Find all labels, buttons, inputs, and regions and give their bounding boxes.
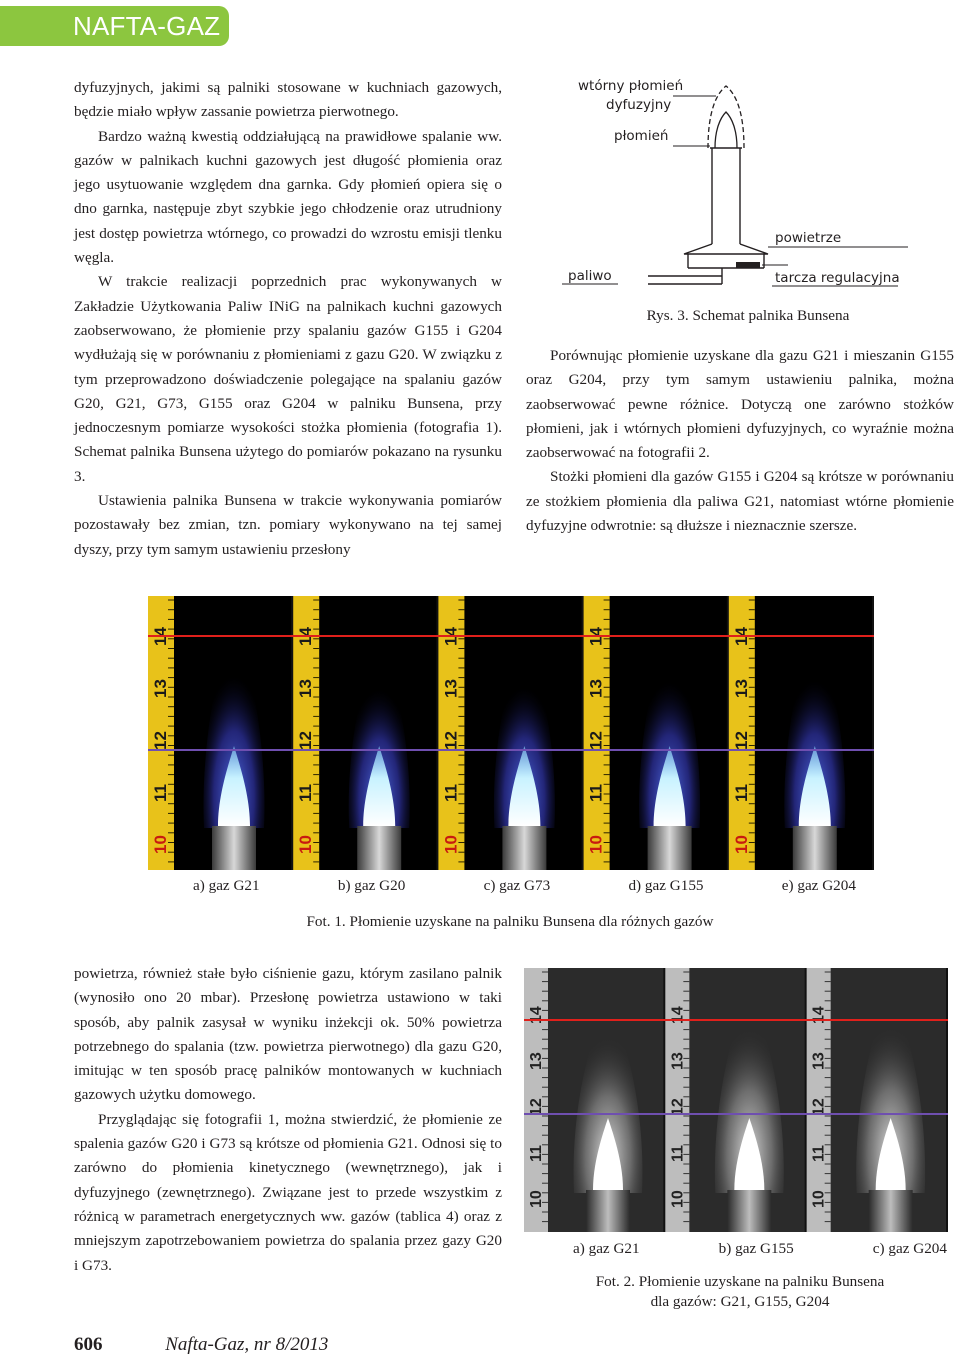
ruler-number: 12 xyxy=(441,731,461,750)
burner-tube xyxy=(648,826,692,870)
photo-2-caption-line2: dla gazów: G21, G155, G204 xyxy=(650,1293,830,1310)
ruler-number: 14 xyxy=(441,627,461,646)
ruler-number: 13 xyxy=(731,679,751,698)
paragraph: Stożki płomieni dla gazów G155 i G204 są krótsze w porównaniu ze stożkiem płomienia dla paliwa G21, natomiast wtórne płomienie dyfuzyjne odwrotnie: są dłuższe i nieznacznie szersze. xyxy=(526,468,954,535)
ruler-number: 13 xyxy=(586,679,606,698)
ruler-number: 14 xyxy=(810,1006,828,1024)
label-secondary-flame-line1: wtórny płomień xyxy=(578,78,684,94)
ruler-number: 14 xyxy=(528,1006,545,1024)
flame-panel xyxy=(293,596,437,870)
photo-2-labels xyxy=(573,1240,947,1258)
ruler-number: 12 xyxy=(296,731,316,750)
ruler-number: 11 xyxy=(528,1145,545,1162)
ruler-number: 14 xyxy=(731,627,751,646)
ruler-number: 13 xyxy=(296,679,316,698)
burner-tube xyxy=(586,1190,630,1232)
photo-label: a) gaz G21 xyxy=(573,1240,640,1257)
paragraph: powietrza, również stałe było ciśnienie gazu, którym zasilano palnik (wynosiło ono 20 mbar). Przesłonę powietrza ustawiono w taki sposób, aby palnik zasysał w wyniku inżekcji ok. 50% powietrza potrzebnego do spalania (tzw. powietrza pierwotnego) dla gazu G20, imitując w ten sposób pracę palników montowanych w kuchniach gazowych użytku domowego. xyxy=(74,965,502,1104)
bunsen-burner-diagram xyxy=(548,72,948,307)
ruler-number: 13 xyxy=(528,1052,545,1070)
ruler-number: 10 xyxy=(586,835,606,854)
photo-1-caption: Fot. 1. Płomienie uzyskane na palniku Bunsena dla różnych gazów xyxy=(306,913,714,930)
ruler-number: 11 xyxy=(586,784,606,802)
label-flame: płomień xyxy=(614,128,669,144)
ruler-number: 10 xyxy=(731,835,751,854)
burner-tube xyxy=(727,1190,771,1232)
ruler-number: 11 xyxy=(669,1145,687,1162)
ruler-number: 14 xyxy=(151,627,170,646)
ruler-number: 12 xyxy=(731,731,751,750)
ruler-number: 11 xyxy=(296,784,316,802)
flame-panel-gray xyxy=(665,968,806,1232)
photo-1-image xyxy=(148,596,874,870)
photo-2-image xyxy=(524,968,948,1232)
ruler-number: 13 xyxy=(441,679,461,698)
journal-header-tab: NAFTA-GAZ xyxy=(0,6,229,46)
photo-2-caption-line1: Fot. 2. Płomienie uzyskane na palniku Bunsena xyxy=(595,1273,885,1290)
burner-tube xyxy=(502,826,546,870)
ruler-number: 13 xyxy=(810,1052,828,1070)
ruler-number: 10 xyxy=(296,835,316,854)
paragraph: W trakcie realizacji poprzednich prac wykonywanych w Zakładzie Użytkowania Paliw INiG na palnikach kuchni gazowych zaobserwowano, że płomienie przy spalaniu gazów G155 i G204 wydłużają się w porównaniu z płomieniami z gazu G20. W związku z tym przeprowadzono doświadczenie polegające na spalaniu gazów G20, G21, G73, G155 oraz G204 w palniku Bunsena, przy jednoczesnym pomiarze wysokości stożka płomienia (fotografia 1). Schemat palnika Bunsena użytego do pomiarów pokazano na rysunku 3. xyxy=(74,273,502,485)
page-footer xyxy=(74,1334,328,1356)
ruler-number: 13 xyxy=(669,1052,687,1070)
ruler-number: 14 xyxy=(586,627,606,646)
flame-panel xyxy=(148,596,292,870)
ruler-number: 12 xyxy=(586,731,606,750)
burner-tube xyxy=(793,826,837,870)
left-column-bottom xyxy=(74,962,502,1278)
photo-label: b) gaz G155 xyxy=(718,1240,794,1257)
flame-panel xyxy=(438,596,582,870)
ruler-number: 13 xyxy=(151,679,170,698)
photo-label: a) gaz G21 xyxy=(193,877,260,894)
ruler-number: 12 xyxy=(151,731,170,750)
photo-1-flames xyxy=(148,596,874,870)
label-regulating-disc: tarcza regulacyjna xyxy=(775,270,900,286)
label-fuel: paliwo xyxy=(568,268,612,284)
ruler-number: 10 xyxy=(441,835,461,854)
ruler-number: 11 xyxy=(731,784,751,802)
ruler-number: 12 xyxy=(528,1098,545,1116)
ruler-number: 10 xyxy=(810,1190,828,1208)
ruler-number: 10 xyxy=(528,1190,545,1208)
ruler-number: 10 xyxy=(669,1190,687,1208)
ruler-number: 12 xyxy=(669,1098,687,1116)
ruler-number: 14 xyxy=(296,627,316,646)
paragraph: Porównując płomienie uzyskane dla gazu G21 i mieszanin G155 oraz G204, przy tym samym ustawieniu palnika, można zaobserwować pewne różnice. Dotyczą one zarówno stożków płomieni, jak i wtórnych płomieni dyfuzyjnych, co wyraźnie można zaobserwować na fotografii 2. xyxy=(526,347,954,462)
flame-panel-gray xyxy=(524,968,665,1232)
photo-label: b) gaz G20 xyxy=(337,877,406,894)
ruler-number: 11 xyxy=(810,1145,828,1162)
flame-panel xyxy=(729,596,873,870)
left-column-top xyxy=(74,76,502,562)
flame-panel xyxy=(584,596,728,870)
page-number: 606 xyxy=(74,1334,103,1355)
label-air: powietrze xyxy=(775,230,842,246)
photo-2-flames xyxy=(524,968,948,1232)
photo-2-caption xyxy=(540,1272,940,1312)
right-column-top xyxy=(526,344,954,538)
photo-label: c) gaz G73 xyxy=(483,877,551,894)
ruler-number: 14 xyxy=(669,1006,687,1024)
photo-1-labels xyxy=(193,877,856,895)
burner-tube xyxy=(357,826,401,870)
photo-label: c) gaz G204 xyxy=(872,1240,947,1257)
ruler-number: 10 xyxy=(151,835,170,854)
photo-label: d) gaz G155 xyxy=(628,877,704,894)
paragraph: Ustawienia palnika Bunsena w trakcie wykonywania pomiarów pozostawały bez zmian, tzn. pomiary wykonywano na tej samej dyszy, przy tym samym ustawieniu przesłony xyxy=(74,492,502,558)
figure-3-caption: Rys. 3. Schemat palnika Bunsena xyxy=(646,307,850,324)
photo-label: e) gaz G204 xyxy=(781,877,856,894)
paragraph: dyfuzyjnych, jakimi są palniki stosowane w kuchniach gazowych, będzie miało wpływ zassanie powietrza pierwotnego. xyxy=(74,79,502,121)
flame-panel-gray xyxy=(807,968,948,1232)
burner-tube xyxy=(212,826,256,870)
burner-tube xyxy=(869,1190,913,1232)
ruler-number: 11 xyxy=(151,784,170,802)
journal-citation: Nafta-Gaz, nr 8/2013 xyxy=(165,1334,329,1355)
label-secondary-flame-line2: dyfuzyjny xyxy=(606,97,672,113)
paragraph: Bardzo ważną kwestią oddziałującą na prawidłowe spalanie ww. gazów w palnikach kuchni gazowych jest długość płomienia oraz jego usytuowanie względem dna garnka. Gdy płomień opiera się o dno garnka, następuje zbyt szybkie jego chłodzenie oraz utrudniony jest dostęp powietrza wtórnego, co prowadzi do wzrostu emisji tlenku węgla. xyxy=(74,127,502,267)
paragraph: Przyglądając się fotografii 1, można stwierdzić, że płomienie ze spalenia gazów G20 i G73 są krótsze od płomienia G21. Odnosi się to zarówno do płomienia kinetycznego (wewnętrznego), jak i dyfuzyjnego (zewnętrznego). Związane jest to przede wszystkim z różnicą w parametrach energetycznych ww. gazów (tablica 4) oraz z mniejszym zapotrzebowaniem powietrza do spalania przez gazy G20 i G73. xyxy=(74,1110,502,1274)
ruler-number: 12 xyxy=(810,1098,828,1116)
ruler-number: 11 xyxy=(441,784,461,802)
